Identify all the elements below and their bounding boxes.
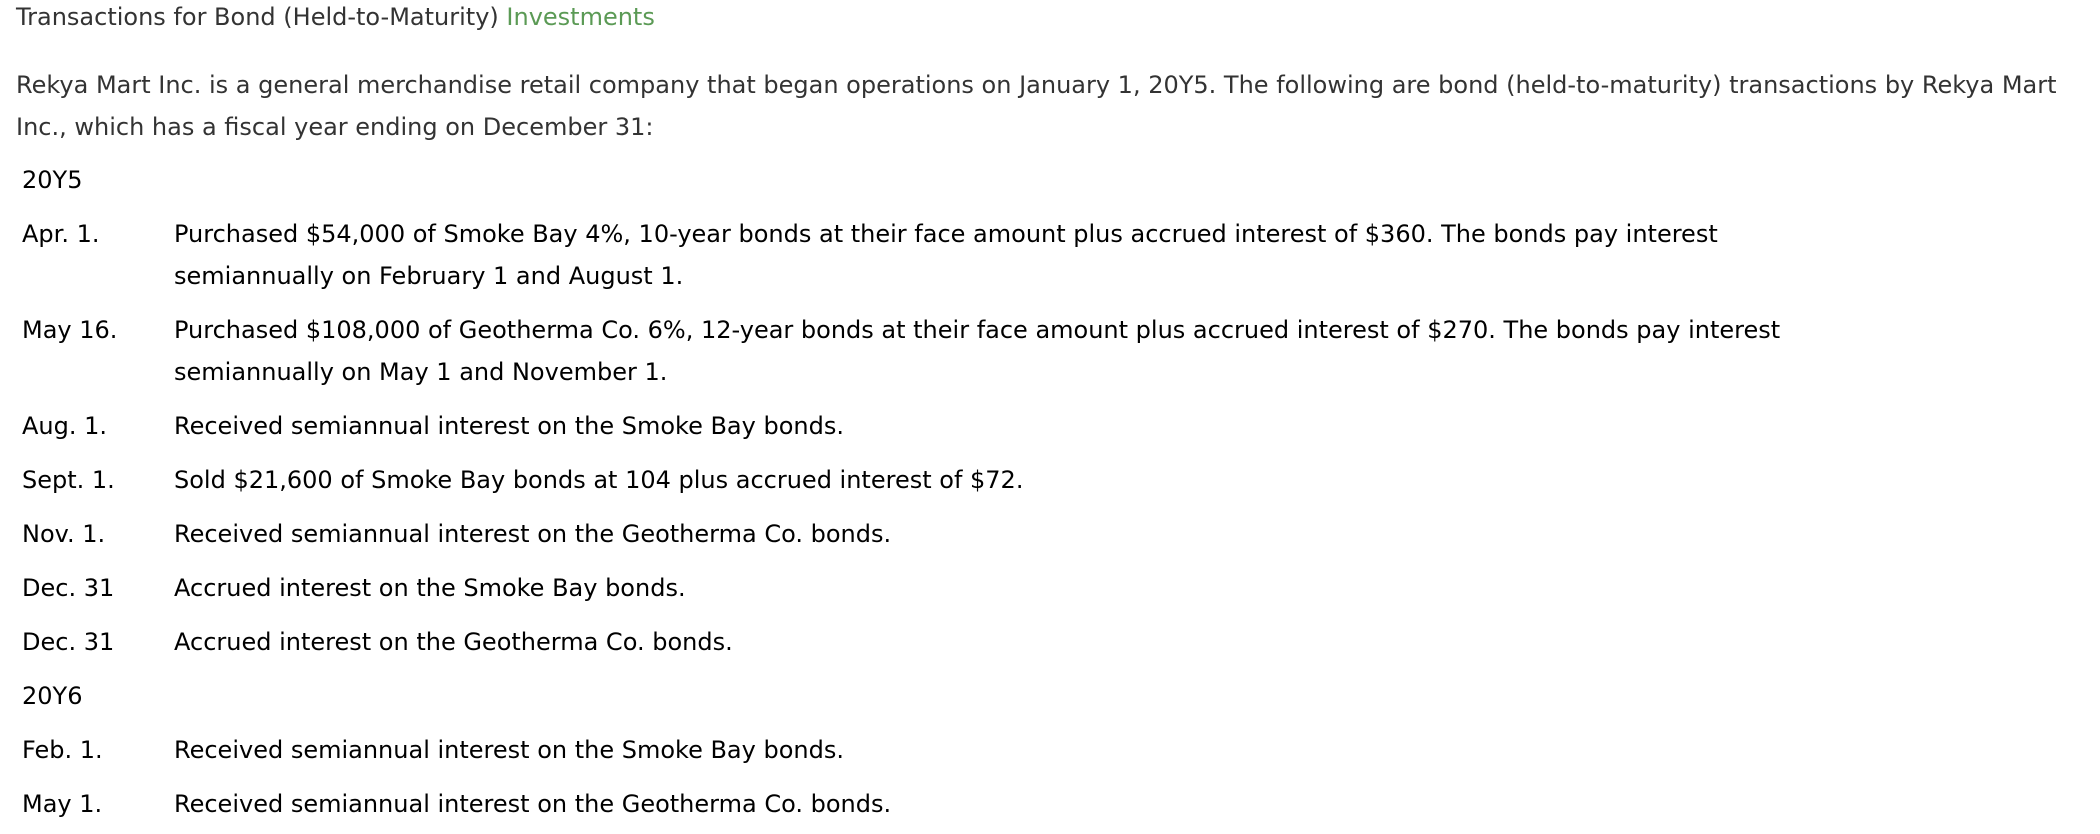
- transaction-date: Dec. 31: [22, 628, 115, 656]
- transaction-date: Feb. 1.: [22, 736, 103, 764]
- transaction-row: [22, 213, 2084, 297]
- transaction-date: Dec. 31: [22, 574, 115, 602]
- transaction-description: Accrued interest on the Smoke Bay bonds.: [174, 574, 686, 602]
- page-title-text: Transactions for Bond (Held-to-Maturity): [16, 3, 499, 31]
- transaction-row: [22, 513, 2084, 555]
- intro-paragraph: Rekya Mart Inc. is a general merchandise retail company that began operations on January 1, 20Y5. The following are bond (held-to-maturity) transactions by Rekya Mart Inc., which has a fiscal year ending on December 31:: [16, 71, 2057, 141]
- transaction-row: [22, 729, 2084, 771]
- transaction-date: May 1.: [22, 790, 103, 818]
- transaction-description: Received semiannual interest on the Geotherma Co. bonds.: [174, 520, 892, 548]
- transaction-description: Purchased $54,000 of Smoke Bay 4%, 10-year bonds at their face amount plus accrued interest of $360. The bonds pay interest semiannually on February 1 and August 1.: [174, 220, 1718, 290]
- transaction-description: Accrued interest on the Geotherma Co. bonds.: [174, 628, 733, 656]
- transaction-date: Apr. 1.: [22, 220, 100, 248]
- transaction-row: [22, 621, 2084, 663]
- transaction-row: [22, 405, 2084, 447]
- transaction-description: Received semiannual interest on the Smoke Bay bonds.: [174, 736, 844, 764]
- transaction-description: Received semiannual interest on the Smoke Bay bonds.: [174, 412, 844, 440]
- transaction-row: [22, 567, 2084, 609]
- transaction-description: Received semiannual interest on the Geotherma Co. bonds.: [174, 790, 892, 818]
- transaction-date: Nov. 1.: [22, 520, 106, 548]
- transaction-row: [22, 783, 2084, 825]
- transaction-schedule: [16, 159, 2084, 825]
- year-label-20y6: 20Y6: [22, 682, 83, 710]
- transaction-date: Sept. 1.: [22, 466, 115, 494]
- transaction-date: May 16.: [22, 316, 118, 344]
- transaction-row: [22, 459, 2084, 501]
- transaction-description: Sold $21,600 of Smoke Bay bonds at 104 plus accrued interest of $72.: [174, 466, 1024, 494]
- transaction-date: Aug. 1.: [22, 412, 108, 440]
- page-title: [16, 0, 2084, 33]
- investments-link[interactable]: Investments: [506, 3, 655, 31]
- transaction-description: Purchased $108,000 of Geotherma Co. 6%, 12-year bonds at their face amount plus accrued interest of $270. The bonds pay interest semiannually on May 1 and November 1.: [174, 316, 1781, 386]
- year-label-20y5: 20Y5: [22, 166, 83, 194]
- transaction-row: [22, 309, 2084, 393]
